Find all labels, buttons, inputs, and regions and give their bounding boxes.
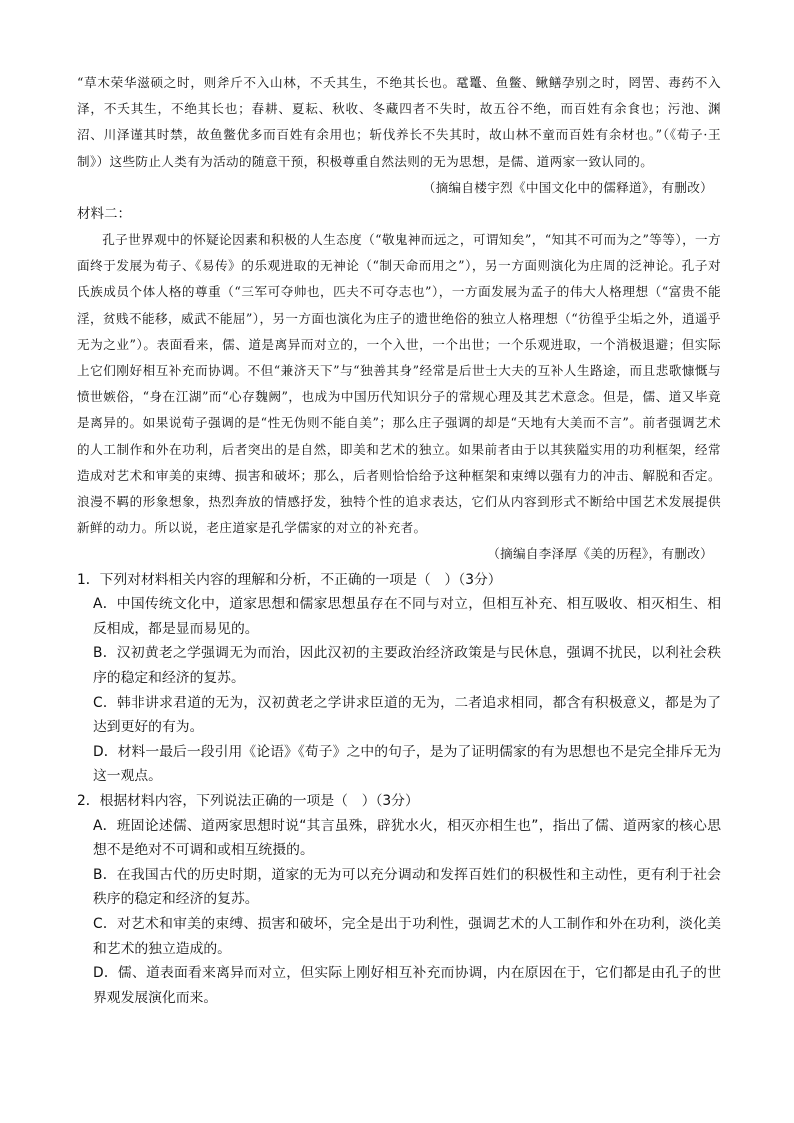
option-a[interactable]: A．班固论述儒、道两家思想时说“其言虽殊，辟犹水火，相灭亦相生也”，指出了儒、道两家的核心思想不是绝对不可调和或相互统摄的。: [93, 817, 721, 859]
question-2: [77, 789, 721, 1010]
option-d[interactable]: D．材料一最后一段引用《论语》《荀子》之中的句子，是为了证明儒家的有为思想也不是完全排斥无为这一观点。: [93, 743, 721, 785]
option-b[interactable]: B．汉初黄老之学强调无为而治，因此汉初的主要政治经济政策是与民休息，强调不扰民，以利社会秩序的稳定和经济的复苏。: [93, 645, 721, 687]
option-c[interactable]: C．对艺术和审美的束缚、损害和破坏，完全是出于功利性，强调艺术的人工制作和外在功利，淡化美和艺术的独立造成的。: [93, 915, 721, 957]
option-a[interactable]: A．中国传统文化中，道家思想和儒家思想虽存在不同与对立，但相互补充、相互吸收、相灭相生、相反相成，都是显而易见的。: [93, 596, 721, 637]
material2-paragraph: 孔子世界观中的怀疑论因素和积极的人生态度（“敬鬼神而远之，可谓知矣”，“知其不可而为之”等等），一方面终于发展为荀子、《易传》的乐观进取的无神论（“制天命而用之”），另一方面则演化为庄周的泛神论。孔子对氏族成员个体人格的尊重（“三军可夺帅也，匹夫不可夺志也”），一方面发展为孟子的伟大人格理想（“富贵不能淫，贫贱不能移，威武不能屈”），另一方面也演化为庄子的遗世绝俗的独立人格理想（“彷徨乎尘垢之外，逍遥乎无为之业”）。表面看来，儒、道是离异而对立的，一个入世，一个出世；一个乐观进取，一个消极退避；但实际上它们刚好相互补充而协调。不但“兼济天下”与“独善其身”经常是后世士大夫的互补人生路途，而且悲歌慷慨与愤世嫉俗，“身在江湖”而“心存魏阙”，也成为中国历代知识分子的常规心理及其艺术意念。但是，儒、道又毕竟是离异的。如果说荀子强调的是“性无伪则不能自美”；那么庄子强调的却是“天地有大美而不言”。前者强调艺术的人工制作和外在功利，后者突出的是自然，即美和艺术的独立。如果前者由于以其狭隘实用的功利框架，经常造成对艺术和审美的束缚、损害和破坏；那么，后者则恰恰给予这种框架和束缚以强有力的冲击、解脱和否定。浪漫不羁的形象想象，热烈奔放的情感抒发，独特个性的追求表达，它们从内容到形式不断给中国艺术发展提供新鲜的动力。所以说，老庄道家是孔学儒家的对立的补充者。: [77, 232, 721, 536]
option-b[interactable]: B．在我国古代的历史时期，道家的无为可以充分调动和发挥百姓们的积极性和主动性，更有利于社会秩序的稳定和经济的复苏。: [93, 866, 721, 908]
option-c[interactable]: C．韩非讲求君道的无为，汉初黄老之学讲求臣道的无为，二者追求相同，都含有积极意义，都是为了达到更好的有为。: [93, 694, 721, 736]
question-stem: 1．下列对材料相关内容的理解和分析，不正确的一项是（ ）（3分）: [77, 571, 502, 588]
question-1: [77, 568, 721, 789]
option-d[interactable]: D．儒、道表面看来离异而对立，但实际上刚好相互补充而协调，内在原因在于，它们都是由孔子的世界观发展演化而来。: [93, 965, 721, 1006]
material2-heading: 材料二：: [77, 206, 131, 223]
material1-tail-paragraph: “草木荣华滋硕之时，则斧斤不入山林，不夭其生，不绝其长也。鼋鼍、鱼鳖、鳅鳝孕别之时，罔罟、毒药不入泽，不夭其生，不绝其长也；春耕、夏耘、秋收、冬藏四者不失时，故五谷不绝，而百姓有余食也；污池、渊沼、川泽谨其时禁，故鱼鳖优多而百姓有余用也；斩伐养长不失其时，故山林不童而百姓有余材也。”（《荀子·王制》）这些防止人类有为活动的随意干预，积极尊重自然法则的无为思想，是儒、道两家一致认同的。: [77, 75, 721, 169]
material1-source: （摘编自楼宇烈《中国文化中的儒释道》，有删改）: [422, 179, 713, 195]
question-stem: 2．根据材料内容，下列说法正确的一项是（ ）（3分）: [77, 793, 419, 809]
material2-source: （摘编自李泽厚《美的历程》，有删改）: [487, 546, 713, 562]
